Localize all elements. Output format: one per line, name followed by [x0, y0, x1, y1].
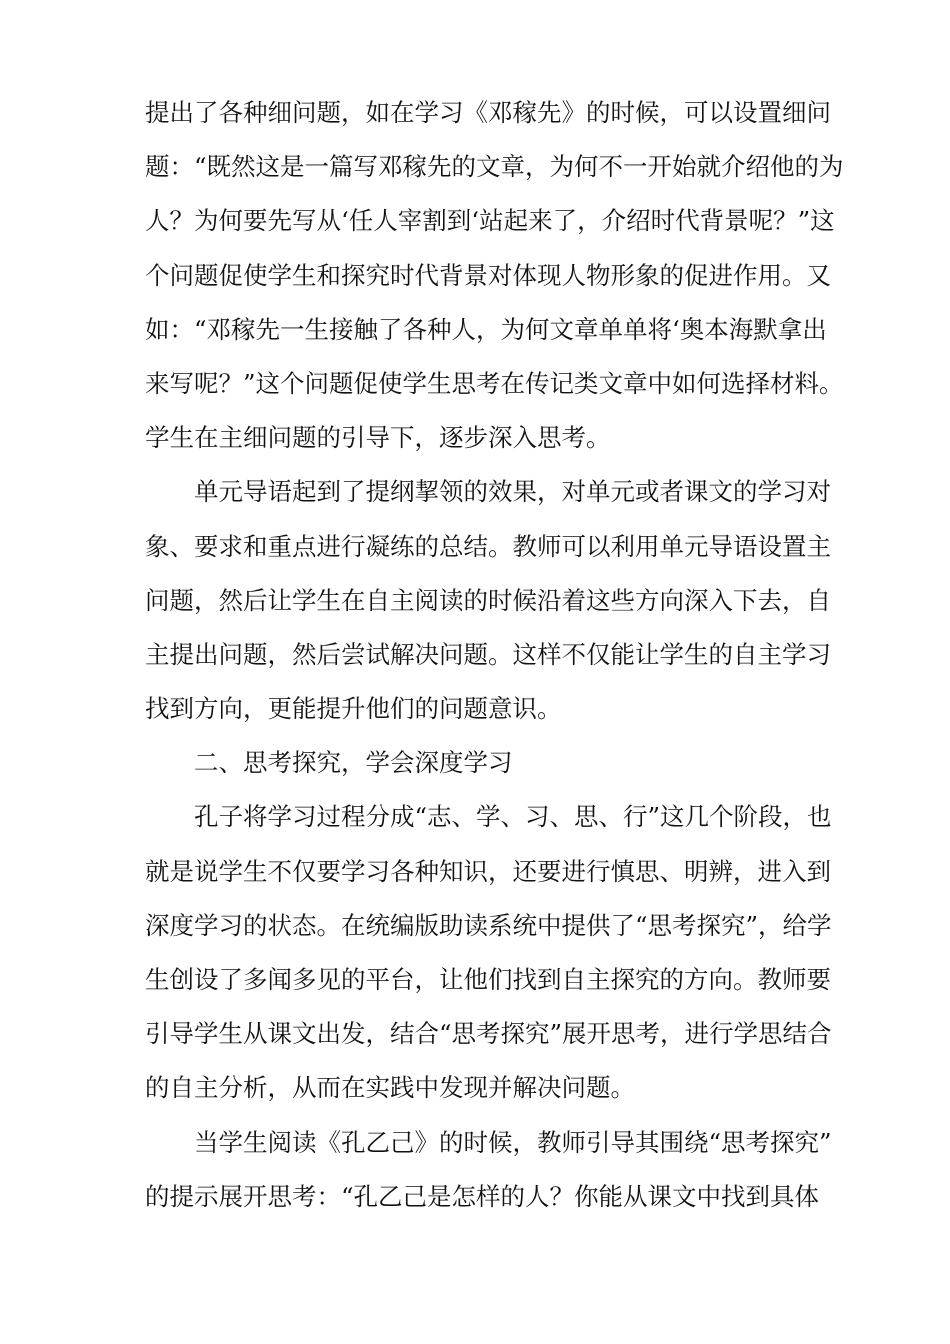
text-line: 个问题促使学生和探究时代背景对体现人物形象的促进作用。又: [145, 260, 831, 290]
text-line: 的提示展开思考：“孔乙己是怎样的人？你能从课文中找到具体: [145, 1181, 820, 1211]
text-line: 找到方向，更能提升他们的问题意识。: [145, 694, 562, 724]
text-line: 学生在主细问题的引导下，逐步深入思考。: [145, 423, 611, 453]
text-line: 题：“既然这是一篇写邓稼先的文章，为何不一开始就介绍他的为: [145, 152, 844, 182]
text-line: 二、思考探究，学会深度学习: [194, 748, 513, 778]
text-line: 提出了各种细问题，如在学习《邓稼先》的时候，可以设置细问: [145, 98, 831, 127]
text-line: 人？为何要先写从‘任人宰割到‘站起来了，介绍时代背景呢？”这: [145, 206, 835, 236]
text-line: 生创设了多闻多见的平台，让他们找到自主探究的方向。教师要: [145, 965, 831, 994]
text-line: 象、要求和重点进行凝练的总结。教师可以利用单元导语设置主: [145, 531, 831, 561]
text-line: 的自主分析，从而在实践中发现并解决问题。: [145, 1073, 635, 1103]
text-line: 单元导语起到了提纲挈领的效果，对单元或者课文的学习对: [194, 477, 831, 507]
text-line: 问题，然后让学生在自主阅读的时候沿着这些方向深入下去，自: [145, 585, 831, 615]
text-line: 如：“邓稼先一生接触了各种人，为何文章单单将‘奥本海默拿出: [145, 314, 827, 344]
document-body: [145, 86, 844, 1224]
text-line: 引导学生从课文出发，结合“思考探究”展开思考，进行学思结合: [145, 1019, 832, 1049]
text-line: 就是说学生不仅要学习各种知识，还要进行慎思、明辨，进入到: [145, 856, 831, 886]
text-line: 主提出问题，然后尝试解决问题。这样不仅能让学生的自主学习: [145, 639, 831, 669]
text-line: 深度学习的状态。在统编版助读系统中提供了“思考探究”，给学: [145, 910, 832, 940]
text-line: 孔子将学习过程分成“志、学、习、思、行”这几个阶段，也: [194, 802, 832, 832]
text-line: 来写呢？”这个问题促使学生思考在传记类文章中如何选择材料。: [145, 368, 844, 398]
text-line: 当学生阅读《孔乙己》的时候，教师引导其围绕“思考探究”: [194, 1127, 832, 1157]
